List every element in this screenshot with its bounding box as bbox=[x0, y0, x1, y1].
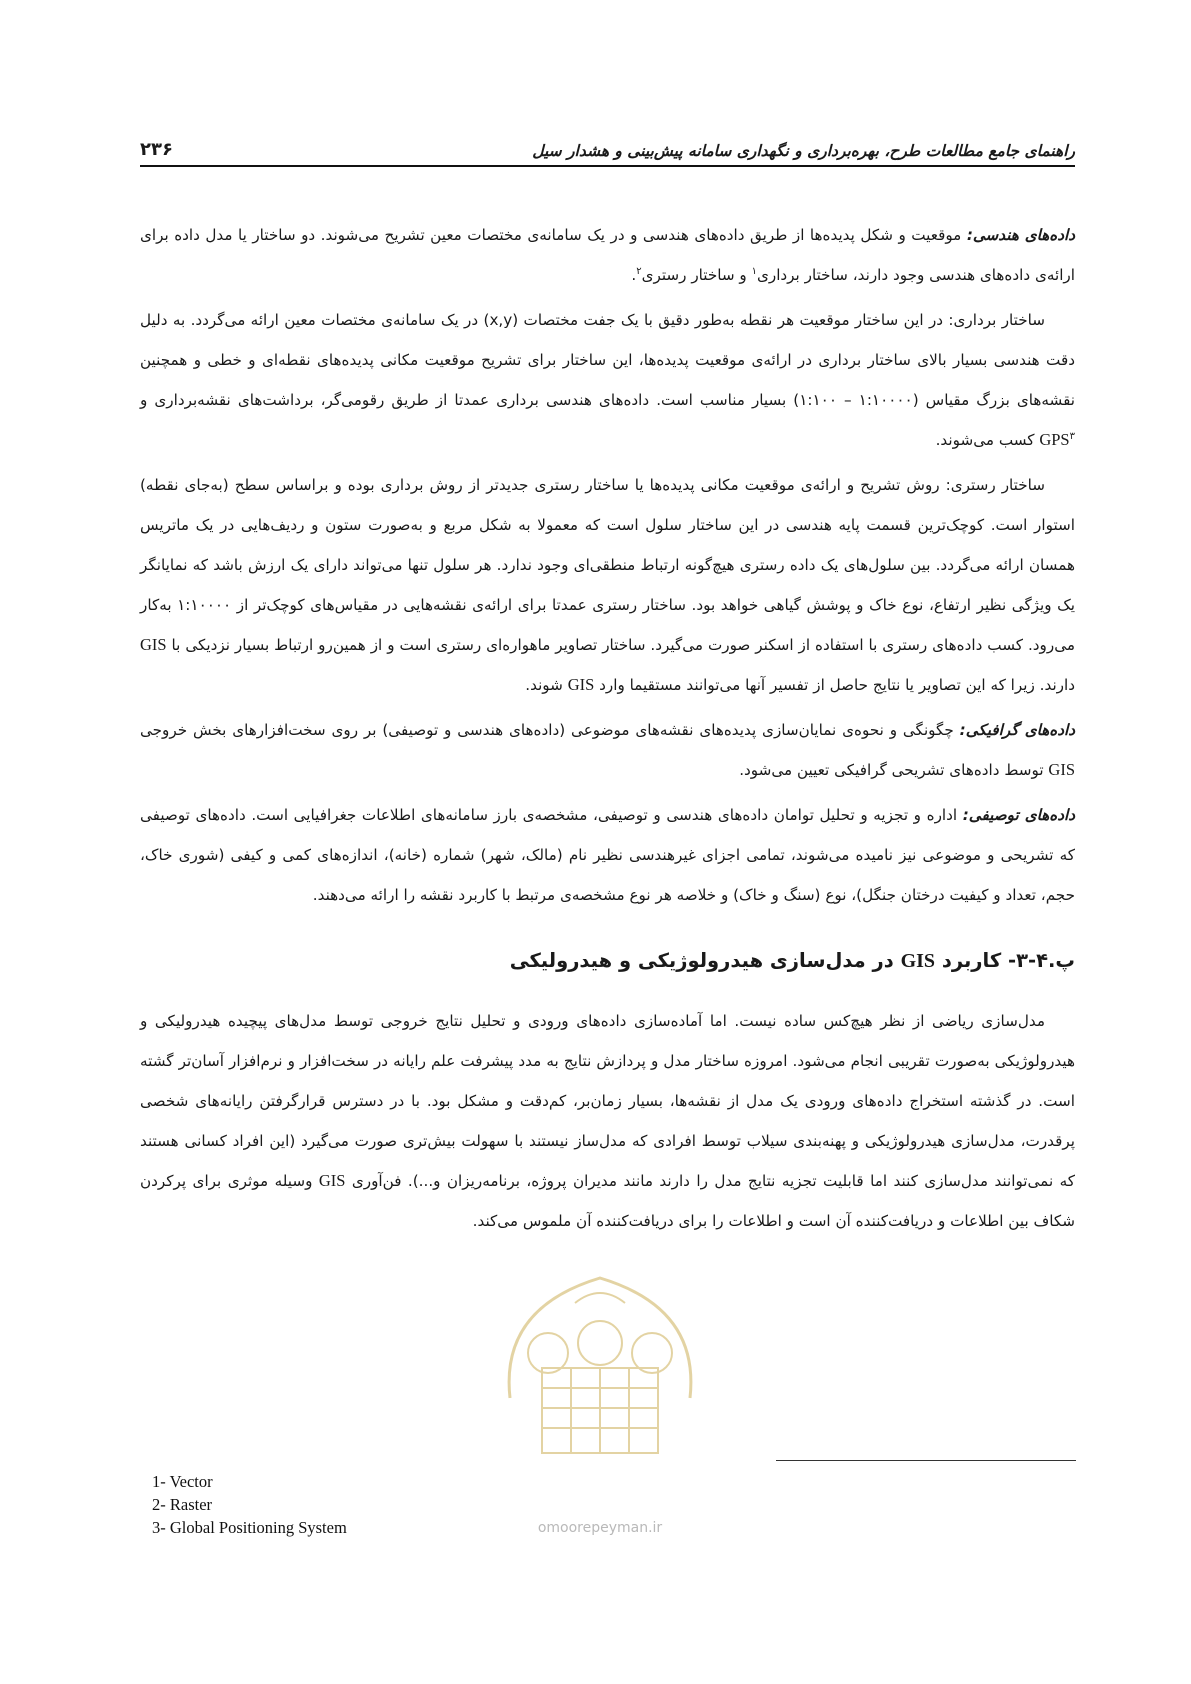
footnote-3: 3- Global Positioning System bbox=[152, 1518, 347, 1537]
gis-term: GIS bbox=[140, 635, 167, 654]
header-rule bbox=[140, 165, 1075, 167]
term-geometric-data: داده‌های هندسی: bbox=[966, 226, 1075, 244]
paragraph-text: کسب می‌شوند. bbox=[935, 431, 1040, 449]
running-header-title: راهنمای جامع مطالعات طرح، بهره‌برداری و نگهداری سامانه پیش‌بینی و هشدار سیل bbox=[532, 142, 1075, 160]
footnote-2: 2- Raster bbox=[152, 1495, 213, 1514]
watermark-text: omoorepeyman.ir bbox=[537, 1520, 663, 1536]
section-heading-text: پ.۴-۳- کاربرد bbox=[935, 949, 1075, 972]
gps-term: GPS bbox=[1039, 430, 1070, 449]
paragraph-text: . bbox=[631, 266, 637, 284]
footnote-ref-2[interactable]: ۲ bbox=[636, 265, 642, 277]
paragraph-text: شوند. bbox=[525, 676, 568, 694]
footnote-ref-3[interactable]: ۳ bbox=[1069, 430, 1075, 442]
paragraph-raster-structure bbox=[140, 465, 1075, 705]
watermark-seal-icon bbox=[480, 1248, 720, 1463]
gis-term: GIS bbox=[1048, 760, 1075, 779]
footnote-1: 1- Vector bbox=[152, 1472, 213, 1491]
paragraph-text: مدل‌سازی ریاضی از نظر هیچ‌کس ساده نیست. اما آماده‌سازی داده‌های ورودی و تحلیل نتایج خروجی توسط مدل‌های پیچیده هیدرولیکی و هیدرولوژیکی به‌صورت تقریبی انجام می‌شود. امروزه ساختار مدل و پردازش نتایج به مدد پیشرفت علم رایانه در سخت‌افزار و نرم‌افزار آسان‌تر گشته است. در گذشته استخراج داده‌های ورودی یک مدل از نقشه‌ها، بسیار زمان‌بر، کم‌دقت و مشکل بود. با در دسترس قرارگرفتن رایانه‌های شخصی پرقدرت، مدل‌سازی هیدرولوژیکی و پهنه‌بندی سیلاب توسط افرادی که مدل‌ساز نیستند با سهولت بیش‌تری صورت می‌گیرد (این افراد کسانی هستند که نمی‌توانند مدل‌سازی کنند اما قابلیت تجزیه نتایج مدل را دارند مانند مدیران پروژه، برنامه‌ریزان و...). فن‌آوری bbox=[140, 1012, 1075, 1190]
page-number: ۲۳۶ bbox=[140, 139, 173, 160]
footnotes bbox=[152, 1470, 347, 1539]
paragraph-text: دارند. زیرا که این تصاویر یا نتایج حاصل از تفسیر آنها می‌توانند مستقیما وارد bbox=[594, 676, 1075, 694]
paragraph-text: وسیله موثری برای پرکردن شکاف بین اطلاعات و دریافت‌کننده آن است و اطلاعات را برای دریافت‌کننده آن ملموس می‌کند. bbox=[140, 1172, 1075, 1230]
section-heading bbox=[140, 941, 1075, 981]
paragraph-text: اداره و تجزیه و تحلیل توامان داده‌های هندسی و توصیفی، مشخصه‌ی بارز سامانه‌های اطلاعات جغرافیایی است. داده‌های توصیفی که تشریحی و موضوعی نیز نامیده می‌شوند، تمامی اجزای غیرهندسی نظیر نام (مالک، شهر) شماره (خانه)، اندازه‌های کمی و کیفی (شوری خاک، حجم، تعداد و کیفیت درختان جنگل)، نوع (سنگ و خاک) و خلاصه هر نوع مشخصه‌ی مرتبط با کاربرد نقشه را ارائه می‌دهند. bbox=[140, 806, 1075, 904]
paragraph-text: توسط داده‌های تشریحی گرافیکی تعیین می‌شود. bbox=[739, 761, 1049, 779]
paragraph-descriptive-data bbox=[140, 795, 1075, 915]
paragraph-text: و ساختار رستری bbox=[641, 266, 752, 284]
paragraph-graphic-data bbox=[140, 710, 1075, 790]
term-descriptive-data: داده‌های توصیفی: bbox=[962, 806, 1075, 824]
term-graphic-data: داده‌های گرافیکی: bbox=[959, 721, 1075, 739]
footnote-ref-1[interactable]: ۱ bbox=[751, 265, 757, 277]
paragraph-modeling bbox=[140, 1001, 1075, 1241]
page-content bbox=[140, 215, 1075, 1246]
gis-term: GIS bbox=[567, 675, 595, 694]
footnote-rule bbox=[776, 1460, 1076, 1461]
paragraph-geometric-data bbox=[140, 215, 1075, 295]
page-header bbox=[140, 120, 1075, 160]
paragraph-vector-structure bbox=[140, 300, 1075, 460]
paragraph-text: چگونگی و نحوه‌ی نمایان‌سازی پدیده‌های نقشه‌های موضوعی (داده‌های هندسی و توصیفی) بر روی سخت‌افزارهای بخش خروجی bbox=[140, 721, 960, 739]
paragraph-text: ساختار برداری: در این ساختار موقعیت هر نقطه به‌طور دقیق با یک جفت مختصات (x,y) در یک سامانه‌ی مختصات معین ارائه می‌گردد. به دلیل دقت هندسی بسیار بالای ساختار برداری در ارائه‌ی موقعیت پدیده‌ها، این ساختار برای تشریح موقعیت مکانی پدیده‌های نقطه‌ای و خطی و همچنین نقشه‌های بزرگ مقیاس (۱:۱۰۰۰۰ – ۱:۱۰۰) بسیار مناسب است. داده‌های هندسی برداری عمدتا از طریق رقومی‌گر، برداشت‌های نقشه‌برداری و bbox=[140, 311, 1075, 409]
paragraph-text: موقعیت و شکل پدیده‌ها از طریق داده‌های هندسی و در یک سامانه‌ی مختصات معین تشریح می‌شوند. دو ساختار یا مدل داده برای ارائه‌ی داده‌های هندسی وجود دارند، ساختار برداری bbox=[140, 226, 1075, 284]
gis-term: GIS bbox=[900, 950, 936, 972]
gis-term: GIS bbox=[318, 1171, 346, 1190]
section-heading-text: در مدل‌سازی هیدرولوژیکی و هیدرولیکی bbox=[509, 949, 901, 972]
paragraph-text: ساختار رستری: روش تشریح و ارائه‌ی موقعیت مکانی پدیده‌ها یا ساختار رستری جدیدتر از روش برداری بوده و براساس سطح (به‌جای نقطه) استوار است. کوچک‌ترین قسمت پایه هندسی در این ساختار سلول است که معمولا به شکل مربع و به‌صورت ستون و ردیف‌هایی در یک ماتریس همسان ارائه می‌گردد. بین سلول‌های یک داده رستری هیچ‌گونه ارتباط منطقی‌ای وجود ندارد. هر سلول تنها می‌تواند دارای یک ارزش باشد که نمایانگر یک ویژگی نظیر ارتفاع، نوع خاک و پوشش گیاهی خواهد بود. ساختار رستری عمدتا برای ارائه‌ی نقشه‌هایی در مقیاس‌های کوچک‌تر از ۱:۱۰۰۰۰ به‌کار می‌رود. کسب داده‌های رستری با استفاده از اسکنر صورت می‌گیرد. ساختار تصاویر ماهواره‌ای رستری است و از همین‌رو ارتباط بسیار نزدیکی با bbox=[140, 476, 1076, 654]
